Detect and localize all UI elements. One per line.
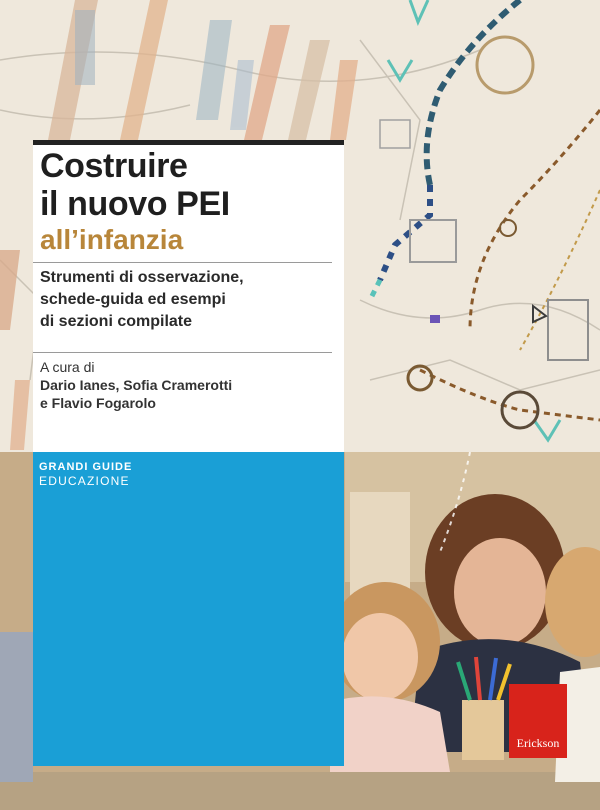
title-line: Costruire [40, 147, 188, 185]
series-name: GRANDI GUIDE [39, 461, 133, 473]
title-line: il nuovo PEI [40, 185, 230, 223]
editors-names: Dario Ianes, Sofia Cramerotti [40, 377, 233, 393]
publisher-logo [509, 684, 567, 758]
subtitle-line: schede-guida ed esempi [40, 291, 226, 308]
title-accent: all’infanzia [40, 224, 184, 255]
editors-label: A cura di [40, 359, 95, 375]
series-subject: EDUCAZIONE [39, 474, 130, 488]
editors-names: e Flavio Fogarolo [40, 395, 156, 411]
book-subtitle [40, 267, 244, 333]
book-title [40, 147, 230, 223]
series-panel [33, 452, 344, 766]
subtitle-line: Strumenti di osservazione, [40, 269, 244, 286]
editors-credit [40, 358, 232, 412]
subtitle-line: di sezioni compilate [40, 313, 193, 330]
title-panel [33, 140, 344, 452]
divider [33, 352, 332, 353]
top-rule [33, 140, 344, 145]
publisher-name: Erickson [516, 736, 560, 750]
divider [33, 262, 332, 263]
